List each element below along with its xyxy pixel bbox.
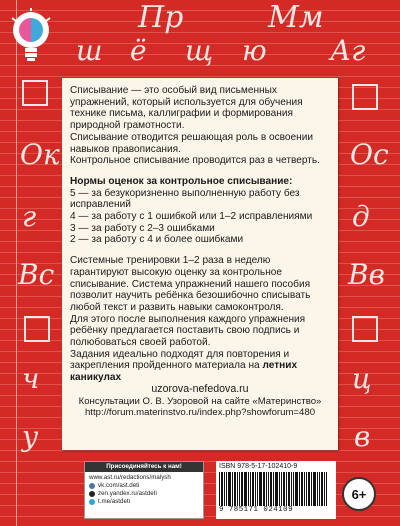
vk-link[interactable]: vk.com/ast.deti	[98, 482, 140, 489]
norms-title: Нормы оценок за контрольное списывание:	[70, 175, 293, 187]
barcode-stripe	[324, 472, 325, 506]
intro-text: Списывание отводится решающая роль в освоении навыков правописания.	[70, 131, 314, 155]
barcode-stripe	[283, 472, 285, 506]
isbn-text: ISBN 978-5-17-102410-9	[219, 463, 298, 470]
decor-letters: ш	[76, 34, 103, 67]
barcode-stripe	[228, 472, 231, 506]
text-panel	[62, 78, 338, 450]
norm-item: 3 — за работу с 2–3 ошибками	[70, 222, 215, 234]
decor-letters: Пр	[138, 0, 184, 35]
decor-letters: Ок	[20, 138, 60, 171]
intro-text: Контрольное списывание проводится раз в четверть.	[70, 155, 320, 167]
body-text: Для этого после выполнения каждого упражнения ребёнку предлагается поставить свою подпись и полюбоваться своей работой.	[70, 313, 306, 349]
decor-letters: Мм	[268, 0, 324, 35]
barcode-stripe	[226, 472, 227, 506]
barcode-stripe	[270, 472, 272, 506]
barcode-stripe	[299, 472, 300, 506]
decor-letters: ц	[352, 362, 372, 395]
barcode-stripe	[319, 472, 320, 506]
barcode-stripe	[248, 472, 249, 506]
decor-letters: в	[354, 420, 371, 453]
norm-item: 4 — за работу с 1 ошибкой или 1–2 исправлениями	[70, 211, 313, 223]
barcode-stripe	[273, 472, 274, 506]
barcode-stripe	[244, 472, 247, 506]
vk-row[interactable]	[89, 482, 199, 490]
barcode-stripe	[232, 472, 233, 506]
barcode-stripe	[241, 472, 243, 506]
intro-text: Списывание — это особый вид письменных упражнений, который используется для обучения технике письма, каллиграфии и формирования природной грамотности.	[70, 85, 303, 132]
decor-letters: ч	[22, 362, 40, 395]
decor-letters: ю	[242, 34, 267, 67]
decor-square	[22, 80, 48, 106]
decor-letters: Вс	[18, 258, 55, 291]
age-rating-badge: 6+	[342, 477, 376, 511]
barcode-stripe	[219, 472, 220, 506]
zen-icon	[89, 491, 95, 497]
barcode-stripe	[304, 472, 305, 506]
decor-square	[352, 84, 378, 110]
decor-square	[24, 316, 50, 342]
barcode-stripe	[308, 472, 310, 506]
barcode-stripe	[326, 472, 327, 506]
barcode-stripe	[257, 472, 258, 506]
decor-letters: Ос	[350, 138, 389, 171]
consult-link[interactable]: http://forum.materinstvo.ru/index.php?showforum=480	[84, 406, 316, 418]
barcode	[219, 472, 333, 506]
vk-icon	[89, 483, 95, 489]
promo-title: Присоединяйтесь к нам!	[85, 462, 203, 472]
decor-letters: Аг	[330, 34, 366, 67]
barcode-stripe	[224, 472, 225, 506]
telegram-icon	[89, 499, 95, 505]
telegram-link[interactable]: t.me/astdeti	[98, 498, 130, 505]
barcode-stripe	[237, 472, 238, 506]
barcode-stripe	[234, 472, 236, 506]
barcode-stripe	[286, 472, 287, 506]
body-text-part: Задания идеально подходят для повторения и закрепления пройденного материала на	[70, 348, 290, 372]
publisher-link[interactable]: www.ast.ru/redactions/malysh	[89, 474, 171, 481]
telegram-row[interactable]	[89, 498, 199, 506]
barcode-stripe	[252, 472, 254, 506]
barcode-stripe	[295, 472, 298, 506]
barcode-stripe	[321, 472, 323, 506]
decor-letters: у	[22, 420, 39, 453]
decor-letters: ё	[130, 34, 147, 67]
barcode-stripe	[293, 472, 294, 506]
decor-letters: д	[352, 200, 370, 233]
decor-letters: г	[22, 200, 37, 233]
barcode-digits: 9 785171 024109	[219, 506, 294, 514]
barcode-stripe	[266, 472, 267, 506]
decor-letters: щ	[185, 34, 214, 67]
zen-row[interactable]	[89, 490, 199, 498]
barcode-stripe	[263, 472, 265, 506]
barcode-box	[216, 461, 336, 519]
barcode-stripe	[311, 472, 312, 506]
body-text	[70, 349, 330, 384]
barcode-stripe	[306, 472, 307, 506]
barcode-stripe	[313, 472, 316, 506]
norm-item: 2 — за работу с 4 и более ошибками	[70, 234, 244, 246]
barcode-stripe	[301, 472, 303, 506]
author-site-link[interactable]: uzorova-nefedova.ru	[151, 382, 249, 395]
barcode-stripe	[259, 472, 262, 506]
decor-letters: Вв	[348, 258, 385, 291]
barcode-stripe	[288, 472, 290, 506]
barcode-stripe	[255, 472, 256, 506]
social-promo-box	[84, 461, 204, 519]
consult-text: Консультации О. В. Узоровой на сайте «Материнство»	[78, 395, 322, 407]
barcode-stripe	[221, 472, 223, 506]
barcode-stripe	[268, 472, 269, 506]
barcode-stripe	[291, 472, 292, 506]
zen-link[interactable]: zen.yandex.ru/astdeti	[98, 490, 157, 497]
barcode-stripe	[275, 472, 278, 506]
norm-item: 5 — за безукоризненно выполненную работу без исправлений	[70, 187, 300, 211]
barcode-stripe	[250, 472, 251, 506]
decor-square	[352, 316, 378, 342]
margin-line	[16, 0, 17, 526]
barcode-stripe	[279, 472, 280, 506]
barcode-stripe	[281, 472, 282, 506]
barcode-stripe	[317, 472, 318, 506]
lightbulb-brain-logo	[10, 8, 52, 70]
barcode-stripe	[239, 472, 240, 506]
body-text: Системные тренировки 1–2 раза в неделю гарантируют высокую оценку за контрольное списывание. Система упражнений нашего пособия позволит научить ребёнка безошибочно списывать любой текст и развить навыки самоконтроля.	[70, 255, 311, 313]
summer-holidays-text: летних каникулах	[70, 360, 298, 384]
